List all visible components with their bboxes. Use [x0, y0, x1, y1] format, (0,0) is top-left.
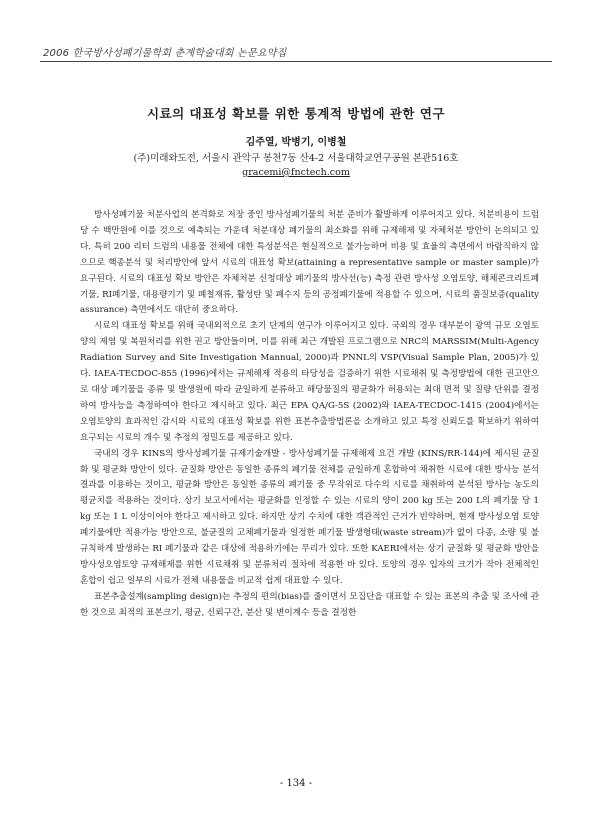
body-text: [80, 208, 539, 622]
paragraph: 방사성폐기물 처분사업의 본격화로 저장 중인 방사성폐기물의 처분 준비가 활발하게 이루어지고 있다. 처분비용이 드럼 당 수 백만원에 이를 것으로 예측되는 가운데 처분대상 폐기물의 최소화를 위해 규제해제 및 자체처분 방안이 논의되고 있다. 특히 200 리터 드럼의 내용물 전체에 대한 특성분석은 현실적으로 불가능하며 비용 및 효율의 측면에서 바람직하지 않으므로 핵종분석 및 처리방안에 앞서 시료의 대표성 확보(attaining a representative sample or master sample)가 요구된다. 시료의 대표성 확보 방안은 자체처분 신청대상 폐기물의 방사선(능) 측정 관련 방사성 오염토양, 해체콘크리트폐기물, RI폐기물, 대용량기기 및 폐철재류, 활성탄 및 폐수지 등의 공정폐기물에 적용할 수 있으며, 시료의 품질보증(quality assurance) 측면에서도 대단히 중요하다.: [80, 210, 539, 316]
page-number: - 134 -: [279, 778, 313, 789]
paper-affiliation: (주)미래와도전, 서울시 관악구 봉천7동 산4-2 서울대학교연구공원 본관516호: [133, 153, 459, 164]
paper-authors: 김주열, 박병기, 이병철: [245, 137, 347, 148]
paper-title: 시료의 대표성 확보를 위한 통계적 방법에 관한 연구: [146, 106, 446, 121]
paragraph: 표본추출설계(sampling design)는 추정의 편의(bias)를 줄이면서 모집단을 대표할 수 있는 표본의 추출 및 조사에 관한 것으로 최적의 표본크기, 평균, 신뢰구간, 분산 및 변이계수 등을 결정한: [80, 591, 539, 618]
email-address[interactable]: gracemi@fnctech.com: [242, 167, 350, 178]
paragraph: 국내의 경우 KINS의 방사성폐기물 규제기술개발 - 방사성폐기물 규제해제 요건 개발 (KINS/RR-144)에 제시된 균질화 및 평균화 방안이 있다. 균질화 방안은 동일한 종류의 폐기물 전체를 균일하게 혼합하여 채취한 시료에 대한 방사능 분석결과를 이용하는 것이고, 평균화 방안은 동일한 종류의 폐기물 중 무작위로 다수의 시료를 채취하여 분석된 방사능 농도의 평균치를 적용하는 것이다. 상기 보고서에서는 평균화를 인정할 수 있는 시료의 양이 200 kg 또는 200 L의 폐기물 당 1 kg 또는 1 L 이상이어야 한다고 제시하고 있다. 하지만 상기 수치에 대한 객관적인 근거가 빈약하며, 현재 방사성오염 토양폐기물에만 적용가능 방안으로, 불균질의 고체폐기물과 일정한 폐기물 발생형태(waste stream)가 없이 다종, 소량 및 불규칙하게 발생하는 RI 폐기물과 같은 대상에 적용하기에는 무리가 있다. 또한 KAERI에서는 상기 균질화 및 평균화 방안을 방사성오염토양 규제해제를 위한 시료채취 및 분류처리 절차에 적용한 바 있다. 토양의 경우 입자의 크기가 작아 전체적인 혼합이 쉽고 일부의 시료가 전체 내용물을 비교적 쉽게 대표할 수 있다.: [80, 448, 539, 586]
running-header: 2006 한국방사성폐기물학회 춘계학술대회 논문요약집: [43, 48, 287, 59]
paragraph: 시료의 대표성 확보를 위해 국내외적으로 초기 단계의 연구가 이루어지고 있다. 국외의 경우 대부분이 광역 규모 오염토양의 제염 및 복원처리를 위한 권고 방안들이며, 이를 위해 최근 개발된 프로그램으로 NRC의 MARSSIM(Multi-Agency Radiation Survey and Site Investigation Mannual, 2000)과 PNNL의 VSP(Visual Sample Plan, 2005)가 있다. IAEA-TECDOC-855 (1996)에서는 규제해제 적용의 타당성을 검증하기 위한 시료채취 및 측정방법에 대한 권고안으로 대상 폐기물을 종류 및 발생원에 따라 균일하게 분류하고 해당물질의 평균화가 허용되는 최대 면적 및 질량 단위를 결정하여 방사능을 측정하여야 한다고 제시하고 있다. 최근 EPA QA/G-5S (2002)와 IAEA-TECDOC-1415 (2004)에서는 오염토양의 효과적인 감시와 시료의 대표성 확보를 위한 표본추출방법론을 소개하고 있고 특정 신뢰도를 확보하기 위하여 요구되는 시료의 개수 및 추정의 정밀도를 제공하고 있다.: [80, 321, 539, 443]
paper-email: [40, 167, 552, 178]
header-rule: [40, 61, 552, 62]
